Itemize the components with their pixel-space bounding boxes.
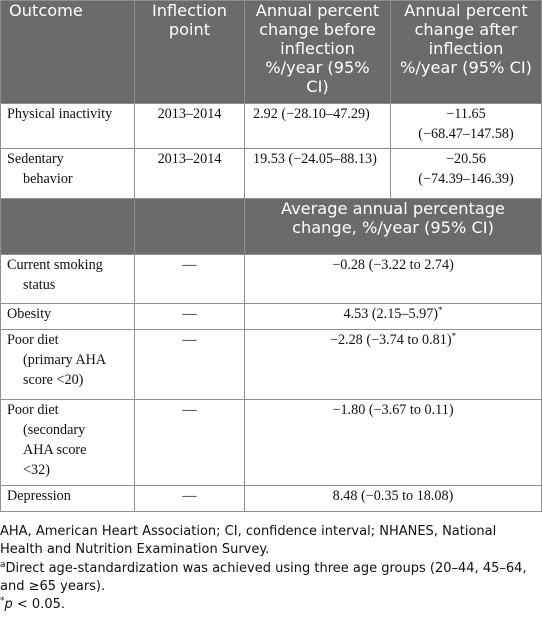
footnote-significance: *p < 0.05. bbox=[0, 596, 66, 612]
row-aapc: 8.48 (−0.35 to 18.08) bbox=[245, 486, 542, 512]
row-apc-after: −20.56 (−74.39–146.39) bbox=[391, 149, 542, 199]
row-label: Sedentary behavior bbox=[1, 149, 135, 199]
header-apc-after: Annual percent change after inflection %/year (95% CI) bbox=[391, 1, 542, 104]
table-row bbox=[1, 255, 542, 304]
row-inflection: — bbox=[135, 330, 245, 400]
row-label: Current smoking status bbox=[1, 255, 135, 304]
table-row bbox=[1, 486, 542, 512]
row-apc-after: −11.65 (−68.47–147.58) bbox=[391, 104, 542, 149]
table-row bbox=[1, 400, 542, 486]
table-footnotes bbox=[0, 523, 542, 614]
footnote-abbreviations: AHA, American Heart Association; CI, confidence interval; NHANES, National Health and Nutrition Examination Survey. bbox=[0, 524, 497, 557]
row-inflection: — bbox=[135, 255, 245, 304]
header-inflection-point: Inflection point bbox=[135, 1, 245, 104]
row-label: Poor diet (secondary AHA score <32) bbox=[1, 400, 135, 486]
row-inflection: 2013–2014 bbox=[135, 104, 245, 149]
row-apc-before: 19.53 (−24.05–88.13) bbox=[245, 149, 391, 199]
row-inflection: — bbox=[135, 400, 245, 486]
header-row bbox=[1, 1, 542, 104]
subheader-blank bbox=[135, 199, 245, 255]
header-aapc: Average annual percentage change, %/year (95% CI) bbox=[245, 199, 542, 255]
row-apc-before: 2.92 (−28.10–47.29) bbox=[245, 104, 391, 149]
table-row bbox=[1, 304, 542, 330]
row-inflection: — bbox=[135, 304, 245, 330]
row-inflection: — bbox=[135, 486, 245, 512]
subheader-row bbox=[1, 199, 542, 255]
subheader-blank bbox=[1, 199, 135, 255]
table-row bbox=[1, 104, 542, 149]
footnote-a: $^a$Direct age-standardization was achieved using three age groups (20–44, 45–64, and ≥65 years). bbox=[0, 560, 527, 594]
footnote-a-mark: a bbox=[0, 560, 6, 570]
row-label: Poor diet (primary AHA score <20) bbox=[1, 330, 135, 400]
row-aapc: −2.28 (−3.74 to 0.81)* bbox=[245, 330, 542, 400]
header-apc-before: Annual percent change before inflection %/year (95% CI) bbox=[245, 1, 391, 104]
row-label: Obesity bbox=[1, 304, 135, 330]
row-label: Physical inactivity bbox=[1, 104, 135, 149]
row-label: Depression bbox=[1, 486, 135, 512]
row-aapc: −1.80 (−3.67 to 0.11) bbox=[245, 400, 542, 486]
row-inflection: 2013–2014 bbox=[135, 149, 245, 199]
row-aapc: −0.28 (−3.22 to 2.74) bbox=[245, 255, 542, 304]
row-aapc: 4.53 (2.15–5.97)* bbox=[245, 304, 542, 330]
header-outcome: Outcome bbox=[1, 1, 135, 104]
table-row bbox=[1, 330, 542, 400]
table-row bbox=[1, 149, 542, 199]
footnote-star-mark: * bbox=[0, 596, 5, 606]
